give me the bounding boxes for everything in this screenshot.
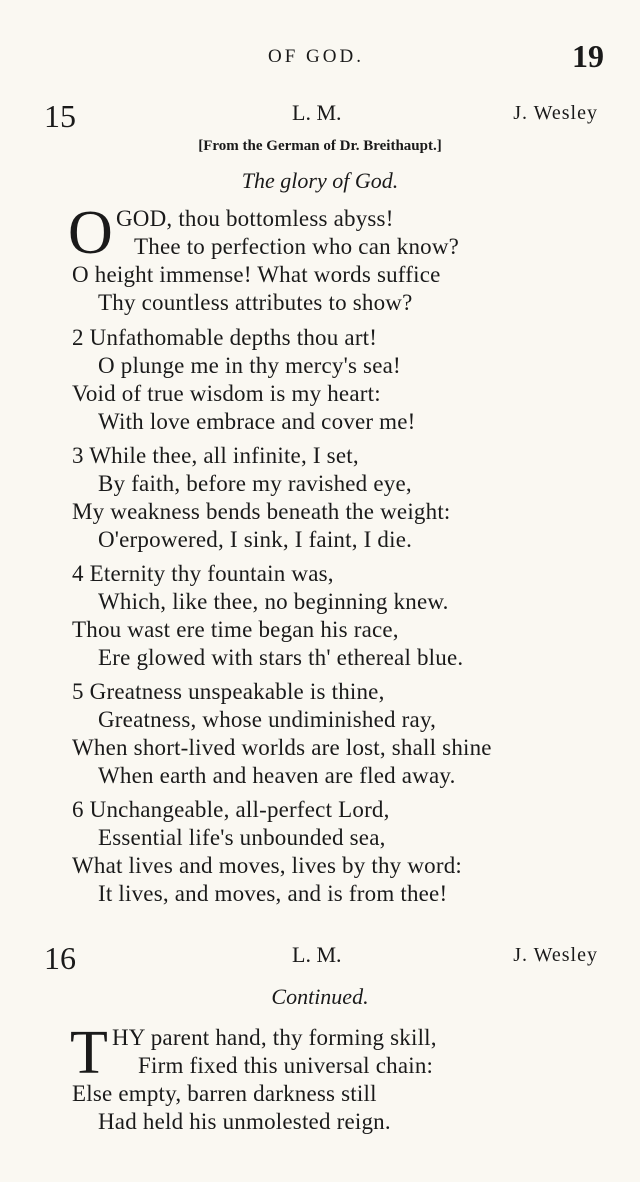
hymn-meter: L. M. [292,942,342,967]
hymn-author: J. Wesley [513,944,598,966]
verse-line: 5 Greatness unspeakable is thine, [72,679,385,704]
hymn-meter: L. M. [292,100,342,125]
verse-line: 6 Unchangeable, all-perfect Lord, [72,797,390,822]
verse-line: 2 Unfathomable depths thou art! [72,325,378,350]
verse-line: Essential life's unbounded sea, [98,825,386,850]
verse-line: Void of true wisdom is my heart: [72,381,381,406]
verse-line: Which, like thee, no beginning knew. [98,589,449,614]
verse-line: HY parent hand, thy forming skill, [112,1025,437,1050]
verse-line: 4 Eternity thy fountain was, [72,561,334,586]
hymn-title: The glory of God. [241,168,399,193]
verse-line: O plunge me in thy mercy's sea! [98,353,401,378]
verse-line: 3 While thee, all infinite, I set, [72,443,359,468]
verse-line: Ere glowed with stars th' ethereal blue. [98,645,464,670]
verse-line: When short-lived worlds are lost, shall shine [72,735,492,760]
hymn-author: J. Wesley [513,102,598,124]
verse-line: What lives and moves, lives by thy word: [72,853,462,878]
verse-line: Had held his unmolested reign. [98,1109,391,1134]
verse-line: Firm fixed this universal chain: [138,1053,434,1078]
hymn-number: 15 [44,98,76,134]
verse-line: Thou wast ere time began his race, [72,617,399,642]
hymn-source: [From the German of Dr. Breithaupt.] [198,138,442,154]
drop-cap: O [68,199,113,267]
page-number: 19 [572,38,604,74]
verse-line: O height immense! What words suffice [72,262,441,287]
verse-line: Thee to perfection who can know? [134,234,460,259]
hymn-title: Continued. [271,984,369,1009]
hymn-16-header [0,940,640,980]
hymn-number: 16 [44,940,76,976]
verse-line: Else empty, barren darkness still [72,1081,377,1106]
verse-line: With love embrace and cover me! [98,409,416,434]
running-title: OF GOD. [268,46,364,67]
hymn-15-header [0,98,640,138]
verse-line: When earth and heaven are fled away. [98,763,456,788]
drop-cap: T [70,1019,108,1087]
verse-line: GOD, thou bottomless abyss! [116,206,394,231]
verse-line: Greatness, whose undiminished ray, [98,707,437,732]
running-head [0,38,640,82]
verse-line: O'erpowered, I sink, I faint, I die. [98,527,413,552]
verse-line: It lives, and moves, and is from thee! [98,881,448,906]
verse-line: By faith, before my ravished eye, [98,471,412,496]
verse-line: Thy countless attributes to show? [98,290,413,315]
verse-line: My weakness bends beneath the weight: [72,499,451,524]
